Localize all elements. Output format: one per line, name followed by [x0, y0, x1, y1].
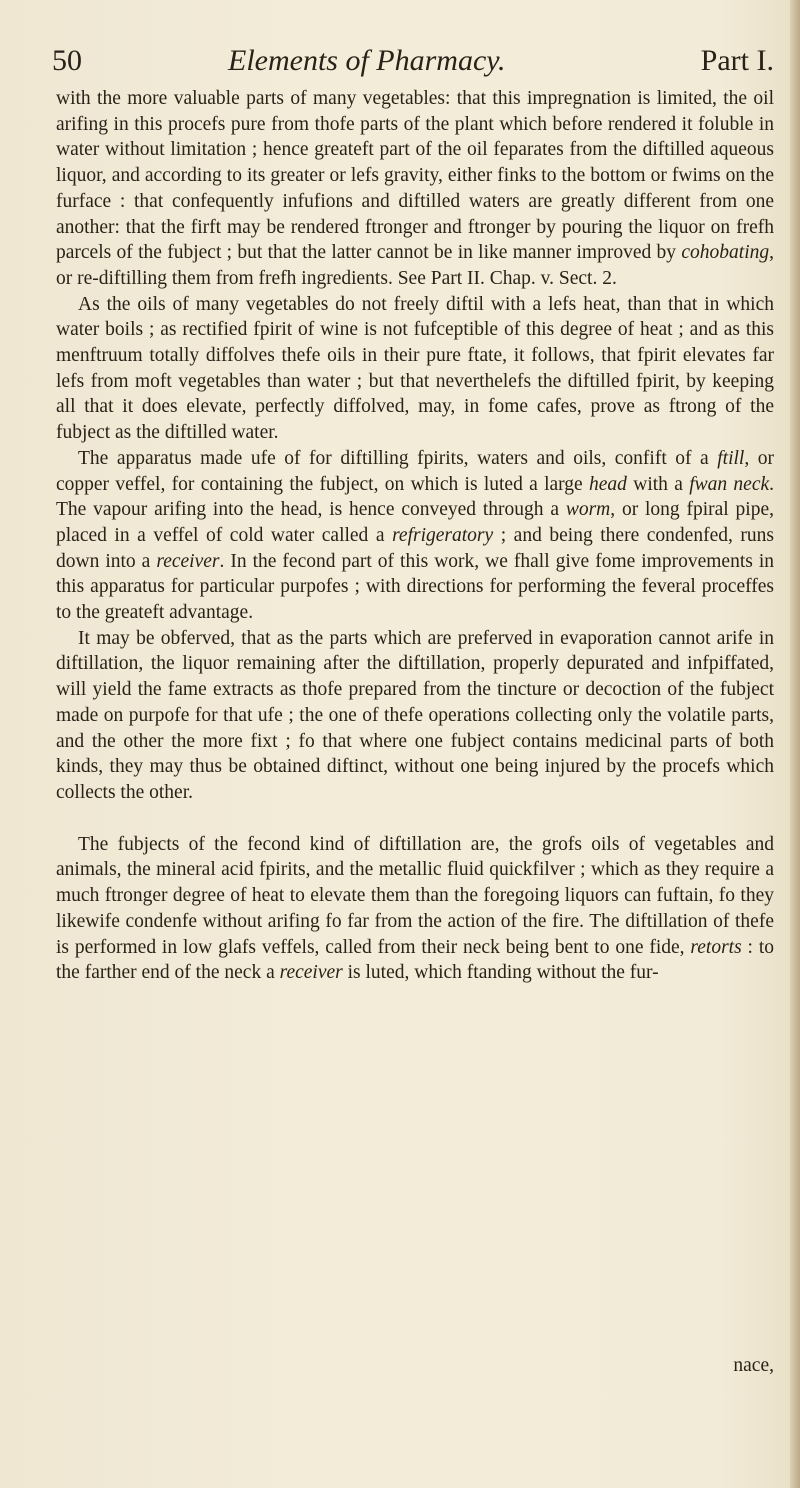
part-label: Part I. — [700, 44, 774, 77]
body-text — [56, 86, 774, 986]
page-number: 50 — [52, 44, 82, 77]
paragraph-2: As the oils of many vegetables do not freely diftil with a lefs heat, than that in which water boils ; as rectified fpirit of wine is not fufceptible of this degree of heat ; and as this menftruum totally diffolves thefe oils in their pure ftate, it follows, that fpirit elevates far lefs from moft vegetables than water ; but that neverthelefs the diftilled fpirit, by keeping all that it does elevate, perfectly diffolved, may, in fome cafes, prove as ftrong of the fubject as the diftilled water. — [56, 293, 774, 444]
paragraph-1: with the more valuable parts of many vegetables: that this impregnation is limited, the oil arifing in this procefs pure from thofe parts of the plant which before rendered it foluble in water without limitation ; hence greateft part of the oil feparates from the diftilled aqueous liquor, and according to its greater or lefs gravity, either finks to the bottom or fwims on the furface : that confequently infufions and diftilled waters are greatly different from one another: that the firft may be rendered ftronger and ftronger by pouring the liquor on frefh parcels of the fubject ; but that the latter cannot be in like manner improved by cohobating, or re-diftilling them from frefh ingredients. See Part II. Chap. v. Sect. 2. — [56, 88, 774, 289]
paragraph-5: The fubjects of the fecond kind of diftillation are, the grofs oils of vegetables and animals, the mineral acid fpirits, and the metallic fluid quickfilver ; which as they require a much ftronger degree of heat to elevate them than the foregoing liquors can fuftain, fo they likewife condenfe without arifing fo far from the action of the fire. The diftillation of thefe is performed in low glafs veffels, called from their neck being bent to one fide, retorts : to the farther end of the neck a receiver is luted, which ftanding without the fur- — [56, 833, 774, 984]
book-title: Elements of Pharmacy. — [228, 44, 506, 77]
paragraph-4: It may be obferved, that as the parts which are preferved in evaporation cannot arife in diftillation, the liquor remaining after the diftillation, properly depurated and infpiffated, will yield the fame extracts as thofe prepared from the tincture or decoction of the fubject made on purpofe for that ufe ; the one of thefe operations collecting only the volatile parts, and the other the more fixt ; fo that where one fubject contains medicinal parts of both kinds, they may thus be obtained diftinct, without one being injured by the procefs which collects the other. — [56, 627, 774, 803]
page-edge — [790, 0, 800, 1488]
catchword: nace, — [733, 1355, 774, 1376]
paragraph-3: The apparatus made ufe of for diftilling fpirits, waters and oils, confift of a ftill, or copper veffel, for containing the fubject, on which is luted a large head with a fwan neck. The vapour arifing into the head, is hence conveyed through a worm, or long fpiral pipe, placed in a veffel of cold water called a refrigeratory ; and being there condenfed, runs down into a receiver. In the fecond part of this work, we fhall give fome improvements in this apparatus for particular purpofes ; with directions for performing the feveral proceffes to the greateft advantage. — [56, 447, 775, 624]
running-header — [52, 44, 774, 84]
